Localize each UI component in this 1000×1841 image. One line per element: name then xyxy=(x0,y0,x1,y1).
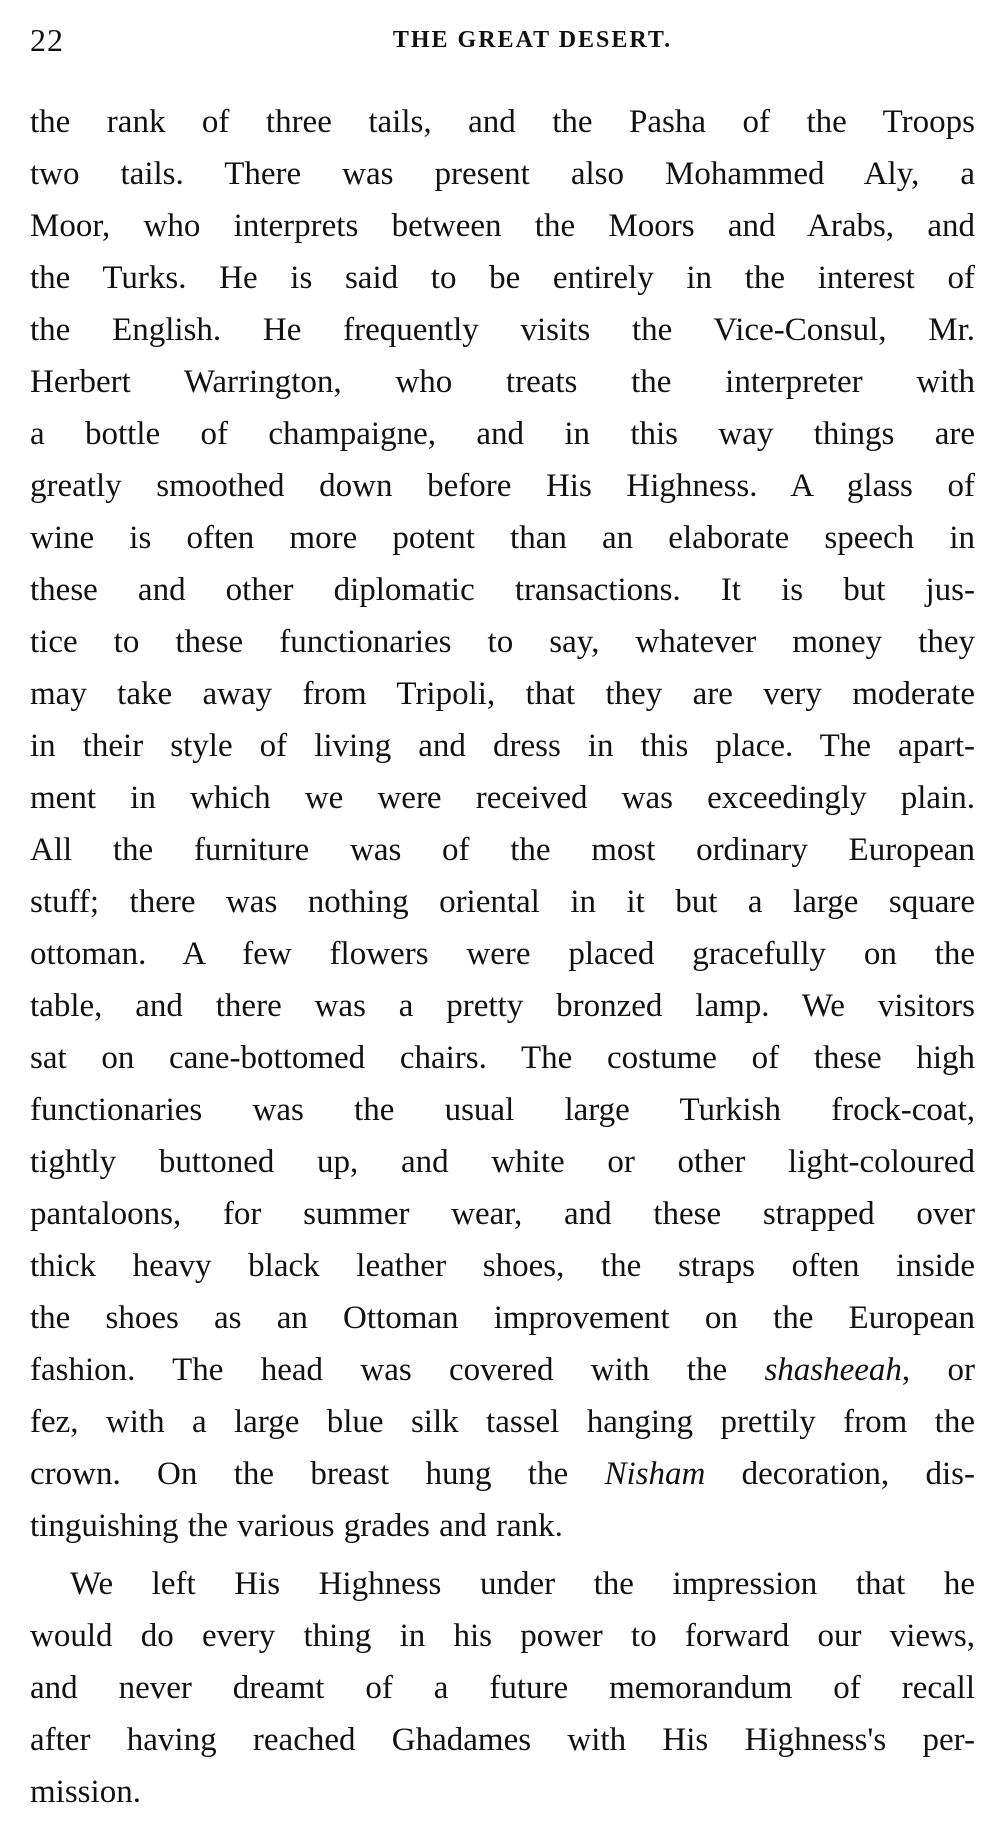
text-line: tightly buttoned up, and white or other light-coloured xyxy=(30,1144,975,1180)
text-line: a bottle of champaigne, and in this way things are xyxy=(30,416,975,452)
text-line: Herbert Warrington, who treats the interpreter with xyxy=(30,364,975,400)
text-line: in their style of living and dress in this place. The apart- xyxy=(30,728,975,764)
text-line: ottoman. A few flowers were placed gracefully on the xyxy=(30,936,975,972)
text-line: We left His Highness under the impression that he xyxy=(70,1566,975,1602)
text-line: Moor, who interprets between the Moors and Arabs, and xyxy=(30,208,975,244)
text-segment: crown. On the breast hung the xyxy=(30,1456,605,1492)
text-line: functionaries was the usual large Turkish frock-coat, xyxy=(30,1092,975,1128)
text-line: wine is often more potent than an elaborate speech in xyxy=(30,520,975,556)
italic-term-shasheeah: shasheeah xyxy=(764,1352,902,1388)
text-line: fez, with a large blue silk tassel hanging prettily from the xyxy=(30,1404,975,1440)
text-line-with-italic xyxy=(30,1448,975,1500)
text-line: after having reached Ghadames with His Highness's per- xyxy=(30,1722,975,1758)
text-line: All the furniture was of the most ordinary European xyxy=(30,832,975,868)
text-line-with-italic xyxy=(30,1344,975,1396)
text-line: sat on cane-bottomed chairs. The costume of these high xyxy=(30,1040,975,1076)
text-line: may take away from Tripoli, that they are very moderate xyxy=(30,676,975,712)
text-line: mission. xyxy=(30,1774,141,1810)
text-line: thick heavy black leather shoes, the straps often inside xyxy=(30,1248,975,1284)
paragraph-1 xyxy=(30,96,975,1552)
italic-term-nisham: Nisham xyxy=(604,1456,706,1492)
text-line: two tails. There was present also Mohammed Aly, a xyxy=(30,156,975,192)
text-line: the English. He frequently visits the Vice-Consul, Mr. xyxy=(30,312,975,348)
text-line: ment in which we were received was exceedingly plain. xyxy=(30,780,975,816)
paragraph-2 xyxy=(30,1558,975,1818)
text-line: table, and there was a pretty bronzed lamp. We visitors xyxy=(30,988,975,1024)
text-segment: decoration, dis- xyxy=(705,1456,975,1492)
body-text xyxy=(30,96,975,1818)
text-line: the shoes as an Ottoman improvement on the European xyxy=(30,1300,975,1336)
text-line: pantaloons, for summer wear, and these strapped over xyxy=(30,1196,975,1232)
text-line: would do every thing in his power to forward our views, xyxy=(30,1618,975,1654)
text-line: the rank of three tails, and the Pasha of the Troops xyxy=(30,104,975,140)
running-head: THE GREAT DESERT. xyxy=(392,27,673,53)
text-line: the Turks. He is said to be entirely in the interest of xyxy=(30,260,975,296)
text-line: tinguishing the various grades and rank. xyxy=(30,1508,563,1544)
text-line: and never dreamt of a future memorandum of recall xyxy=(30,1670,975,1706)
page-header xyxy=(30,18,975,62)
text-line: stuff; there was nothing oriental in it but a large square xyxy=(30,884,975,920)
page-number: 22 xyxy=(30,22,64,58)
text-line: these and other diplomatic transactions. It is but jus- xyxy=(30,572,975,608)
text-line: tice to these functionaries to say, whatever money they xyxy=(30,624,975,660)
text-line: greatly smoothed down before His Highness. A glass of xyxy=(30,468,975,504)
text-segment: , or xyxy=(901,1352,975,1388)
text-segment: fashion. The head was covered with the xyxy=(30,1352,765,1388)
